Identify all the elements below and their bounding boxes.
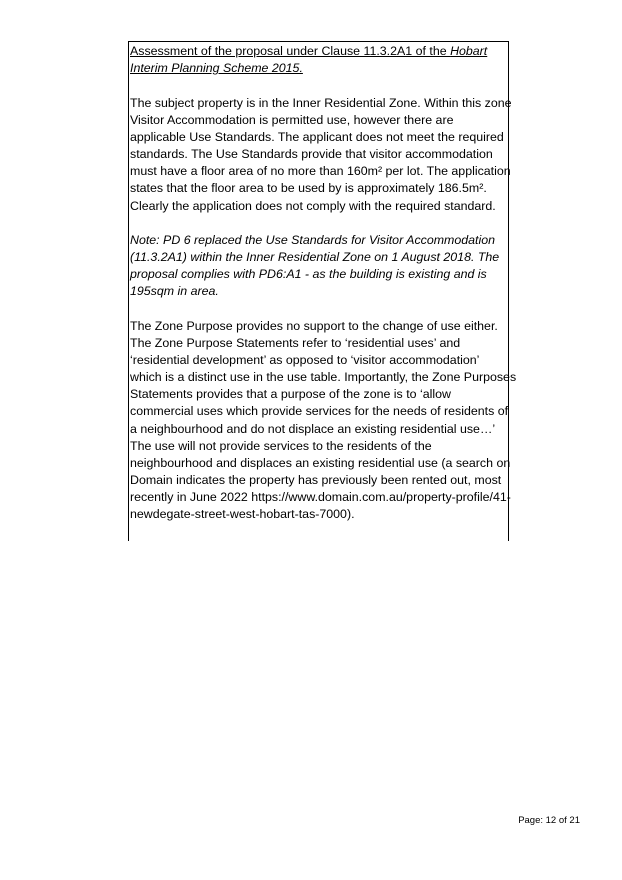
heading-line-1	[130, 43, 510, 60]
paragraph-line: Domain indicates the property has previously been rented out, most	[130, 472, 502, 487]
paragraph-line: a neighbourhood and do not displace an existing residential use…’	[130, 421, 496, 436]
paragraph-line: Clearly the application does not comply with the required standard.	[130, 198, 496, 213]
paragraph-line: The Zone Purpose Statements refer to ‘residential uses’ and	[130, 336, 461, 351]
heading-text: Assessment of the proposal under Clause 11.3.2A1 of the	[130, 44, 451, 58]
paragraph-line: which is a distinct use in the use table. Importantly, the Zone Purposes	[130, 370, 517, 385]
paragraph-line: The Zone Purpose provides no support to the change of use either.	[130, 319, 498, 333]
note-line: proposal complies with PD6:A1 - as the building is existing and is	[130, 267, 487, 282]
paragraph-line: states that the floor area to be used by is approximately 186.5m².	[130, 181, 487, 196]
paragraph-line: ‘residential development’ as opposed to ‘visitor accommodation’	[130, 353, 480, 368]
paragraph-line: The use will not provide services to the residents of the	[130, 438, 432, 453]
paragraph-line: The subject property is in the Inner Residential Zone. Within this zone	[130, 96, 512, 110]
paragraph-line: applicable Use Standards. The applicant does not meet the required	[130, 130, 504, 145]
paragraph-zone-purpose	[130, 318, 517, 523]
paragraph-line: standards. The Use Standards provide that visitor accommodation	[130, 147, 493, 162]
note-line: Note: PD 6 replaced the Use Standards for Visitor Accommodation	[130, 233, 496, 247]
section-heading	[130, 43, 510, 77]
paragraph-line: neighbourhood and displaces an existing residential use (a search on	[130, 455, 511, 470]
paragraph-line: newdegate-street-west-hobart-tas-7000).	[130, 507, 355, 522]
paragraph-line: must have a floor area of no more than 160m² per lot. The application	[130, 164, 511, 179]
note-paragraph	[130, 232, 510, 300]
note-line: 195sqm in area.	[130, 284, 219, 299]
heading-italic-text: Hobart	[450, 44, 488, 58]
paragraph-line: Statements provides that a purpose of the zone is to ‘allow	[130, 387, 451, 402]
paragraph-line: commercial uses which provide services for the needs of residents of	[130, 404, 509, 419]
page-number: Page: 12 of 21	[518, 815, 580, 826]
paragraph-line: recently in June 2022 https://www.domain.com.au/property-profile/41-	[130, 489, 511, 504]
paragraph-line: Visitor Accommodation is permitted use, however there are	[130, 113, 454, 128]
note-line: (11.3.2A1) within the Inner Residential Zone on 1 August 2018. The	[130, 250, 500, 265]
assessment-table-cell	[128, 41, 517, 541]
paragraph-inner-residential-zone	[130, 95, 510, 215]
heading-line-2: Interim Planning Scheme 2015.	[130, 61, 303, 76]
